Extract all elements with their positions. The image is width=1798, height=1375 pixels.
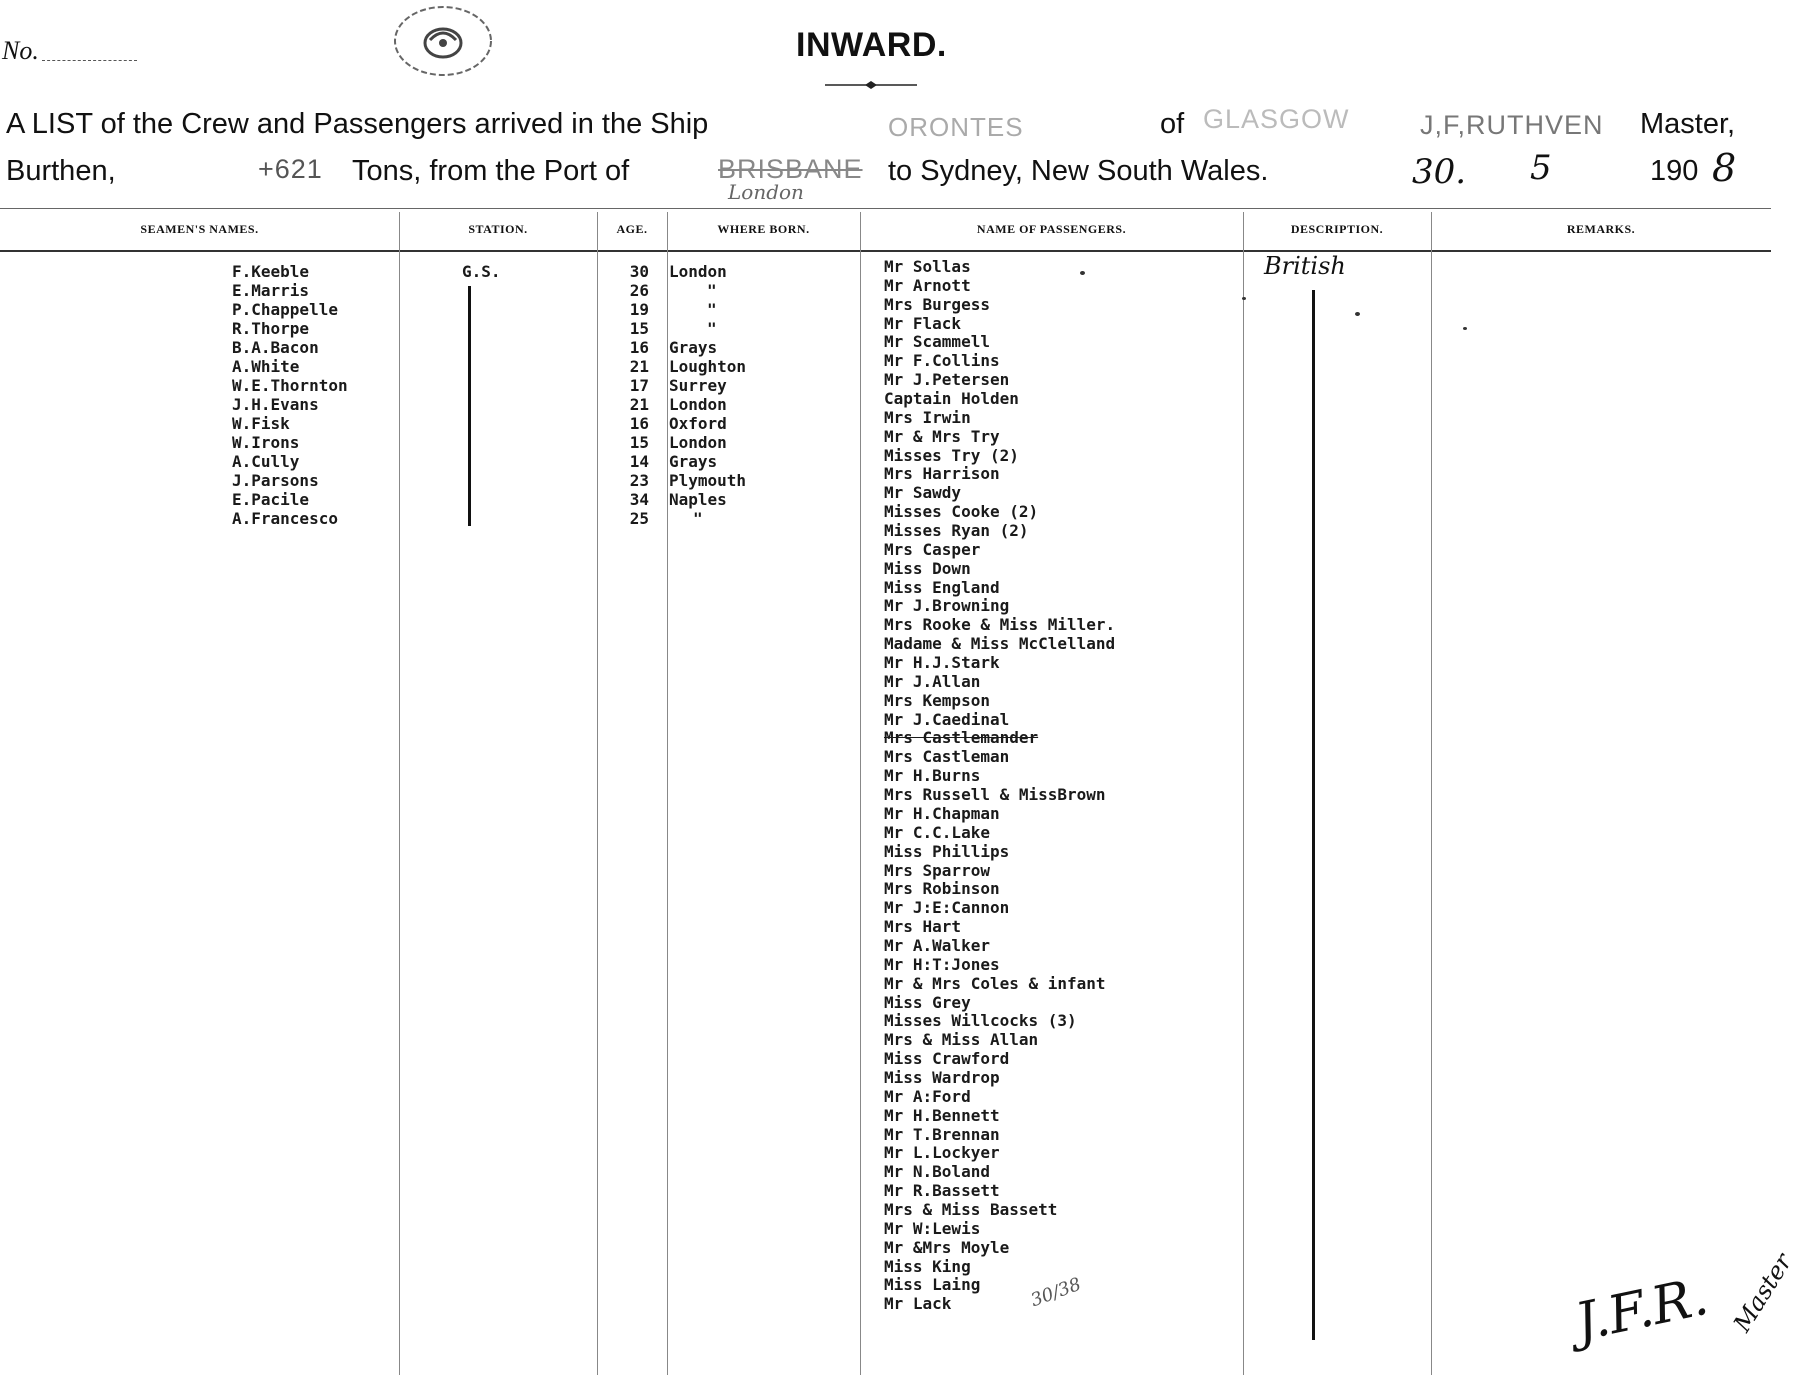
list-item: Mr L.Lockyer bbox=[884, 1143, 1000, 1163]
table-row: J.Parsons bbox=[232, 471, 319, 490]
born-cell: " bbox=[707, 281, 717, 300]
list-item: Mr H.Bennett bbox=[884, 1105, 1000, 1125]
age-cell: 16 bbox=[629, 414, 649, 433]
of-label: of bbox=[1160, 108, 1185, 140]
list-item: Mr W:Lewis bbox=[884, 1218, 981, 1238]
page-title: INWARD. bbox=[796, 26, 947, 64]
table-row: A.Francesco bbox=[232, 509, 338, 528]
list-item: Mrs Rooke & Miss Miller. bbox=[884, 615, 1116, 635]
list-item: Mr Sawdy bbox=[884, 483, 962, 503]
list-item: Mr J:E:Cannon bbox=[884, 898, 1010, 918]
born-cell: Loughton bbox=[669, 357, 747, 376]
column-divider bbox=[667, 212, 668, 1375]
table-row: E.Pacile bbox=[232, 490, 310, 509]
age-cell: 23 bbox=[629, 471, 649, 490]
list-item: Miss Wardrop bbox=[884, 1067, 1000, 1087]
ink-speck bbox=[1355, 312, 1360, 316]
age-cell: 17 bbox=[629, 376, 649, 395]
list-item: Mrs Kempson bbox=[884, 690, 990, 710]
number-label: No. bbox=[2, 36, 39, 65]
ship-name: ORONTES bbox=[888, 112, 1024, 142]
table-row: A.Cully bbox=[232, 452, 300, 471]
list-item: Mr F.Collins bbox=[884, 351, 1000, 371]
seamen-names-column bbox=[232, 262, 348, 528]
title-ornament-icon bbox=[825, 81, 917, 89]
list-item: Mr A.Walker bbox=[884, 935, 990, 955]
header-line2-prefix: Burthen, bbox=[6, 155, 116, 187]
born-cell: London bbox=[669, 395, 727, 414]
table-row: B.A.Bacon bbox=[232, 338, 319, 357]
ditto-line bbox=[468, 286, 471, 526]
from-port-handwritten: London bbox=[728, 180, 804, 204]
list-item: Mrs Harrison bbox=[884, 464, 1000, 484]
list-item: Mr H.Burns bbox=[884, 766, 981, 786]
list-item: Mrs Hart bbox=[884, 917, 962, 937]
column-header-description: DESCRIPTION. bbox=[1290, 222, 1384, 236]
list-item: Captain Holden bbox=[884, 389, 1019, 409]
age-cell: 21 bbox=[629, 357, 649, 376]
list-item: Mrs Irwin bbox=[884, 407, 971, 427]
list-item: Misses Willcocks (3) bbox=[884, 1011, 1077, 1031]
table-row: P.Chappelle bbox=[232, 300, 338, 319]
list-item: Miss Crawford bbox=[884, 1049, 1010, 1069]
list-item: Miss Down bbox=[884, 558, 971, 578]
header-line1-prefix: A LIST of the Crew and Passengers arrived in the Ship bbox=[6, 108, 709, 140]
born-cell: Oxford bbox=[669, 414, 727, 433]
handwritten-count: 30/38 bbox=[1027, 1273, 1084, 1312]
list-item: Mrs Russell & MissBrown bbox=[884, 785, 1106, 805]
list-item: Mr & Mrs Try bbox=[884, 426, 1000, 446]
table-row: R.Thorpe bbox=[232, 319, 310, 338]
list-item: Mrs Castlemander bbox=[884, 728, 1039, 748]
column-header-age: AGE. bbox=[616, 222, 648, 236]
year-prefix: 190 bbox=[1650, 155, 1699, 187]
station-column bbox=[462, 262, 501, 281]
list-item: Mr H.J.Stark bbox=[884, 653, 1000, 673]
arrival-month: 5 bbox=[1530, 148, 1552, 188]
column-header-passengers: NAME OF PASSENGERS. bbox=[976, 222, 1127, 236]
table-top-rule bbox=[0, 208, 1771, 209]
age-cell: 30 bbox=[629, 262, 649, 281]
age-cell: 16 bbox=[629, 338, 649, 357]
master-name: J,F,RUTHVEN bbox=[1420, 110, 1604, 140]
list-item: Mrs & Miss Bassett bbox=[884, 1199, 1058, 1219]
column-divider bbox=[860, 212, 861, 1375]
list-item: Mr N.Boland bbox=[884, 1162, 990, 1182]
list-item: Misses Cooke (2) bbox=[884, 502, 1039, 522]
table-row: W.E.Thornton bbox=[232, 376, 348, 395]
list-item: Mrs Burgess bbox=[884, 294, 990, 314]
list-item: Mr J.Browning bbox=[884, 596, 1010, 616]
born-cell: " bbox=[707, 319, 717, 338]
born-cell: London bbox=[669, 262, 727, 281]
ink-speck bbox=[1463, 327, 1467, 330]
age-cell: 15 bbox=[629, 433, 649, 452]
list-item: Mr T.Brennan bbox=[884, 1124, 1000, 1144]
master-label: Master, bbox=[1640, 108, 1736, 140]
from-port: BRISBANE bbox=[718, 154, 863, 184]
signature-title: Master bbox=[1728, 1248, 1798, 1337]
column-divider bbox=[1243, 212, 1244, 1375]
table-row: W.Irons bbox=[232, 433, 300, 452]
list-item: Mr H:T:Jones bbox=[884, 954, 1000, 974]
age-cell: 19 bbox=[629, 300, 649, 319]
list-item: Mr & Mrs Coles & infant bbox=[884, 973, 1106, 993]
table-row: E.Marris bbox=[232, 281, 310, 300]
home-port: GLASGOW bbox=[1203, 104, 1350, 134]
postmark-stamp-icon bbox=[388, 4, 498, 78]
ink-speck bbox=[1080, 271, 1085, 275]
list-item: Miss England bbox=[884, 577, 1000, 597]
age-column bbox=[609, 262, 649, 528]
list-item: Miss Laing bbox=[884, 1275, 981, 1295]
age-cell: 26 bbox=[629, 281, 649, 300]
list-item: Mr A:Ford bbox=[884, 1086, 971, 1106]
ink-speck bbox=[1242, 297, 1246, 300]
age-cell: 21 bbox=[629, 395, 649, 414]
description-ditto-line bbox=[1312, 290, 1315, 1340]
age-cell: 14 bbox=[629, 452, 649, 471]
list-item: Misses Ryan (2) bbox=[884, 521, 1029, 541]
list-item: Misses Try (2) bbox=[884, 445, 1019, 465]
table-row: A.White bbox=[232, 357, 300, 376]
list-item: Mrs Sparrow bbox=[884, 860, 990, 880]
list-item: Mr Scammell bbox=[884, 332, 990, 352]
station-cell: G.S. bbox=[462, 262, 501, 281]
column-header-remarks: REMARKS. bbox=[1566, 222, 1636, 236]
to-label: to Sydney, New South Wales. bbox=[888, 155, 1269, 187]
where-born-column bbox=[669, 262, 746, 528]
born-cell: Grays bbox=[669, 452, 718, 471]
column-divider bbox=[1431, 212, 1432, 1375]
column-header-station: STATION. bbox=[468, 222, 528, 236]
column-header-seamen: SEAMEN'S NAMES. bbox=[140, 222, 259, 236]
list-item: Mrs Robinson bbox=[884, 879, 1000, 899]
list-item: Mr Arnott bbox=[884, 275, 971, 295]
age-cell: 25 bbox=[629, 509, 649, 528]
list-item: Mr J.Allan bbox=[884, 671, 981, 691]
list-item: Mr J.Petersen bbox=[884, 370, 1010, 390]
born-cell: Surrey bbox=[669, 376, 727, 395]
table-row: J.H.Evans bbox=[232, 395, 319, 414]
list-item: Mr Sollas bbox=[884, 257, 971, 276]
age-cell: 34 bbox=[629, 490, 649, 509]
column-divider bbox=[399, 212, 400, 1375]
born-cell: Grays bbox=[669, 338, 718, 357]
born-cell: Plymouth bbox=[669, 471, 747, 490]
born-cell: Naples bbox=[669, 490, 727, 509]
list-item: Miss Grey bbox=[884, 992, 971, 1012]
column-header-where-born: WHERE BORN. bbox=[717, 222, 810, 236]
table-row: F.Keeble bbox=[232, 262, 310, 281]
born-cell: London bbox=[669, 433, 727, 452]
list-item: Mr C.C.Lake bbox=[884, 822, 990, 842]
list-item: Mr Flack bbox=[884, 313, 962, 333]
born-cell: " bbox=[707, 300, 717, 319]
list-item: Mr R.Bassett bbox=[884, 1181, 1000, 1201]
year-suffix: 8 bbox=[1712, 146, 1737, 190]
number-blank-line bbox=[42, 60, 137, 61]
column-divider bbox=[597, 212, 598, 1375]
list-item: Miss King bbox=[884, 1256, 971, 1276]
list-item: Mrs Casper bbox=[884, 539, 981, 559]
list-item: Mr &Mrs Moyle bbox=[884, 1237, 1010, 1257]
tons-label: Tons, from the Port of bbox=[352, 155, 630, 187]
age-cell: 15 bbox=[629, 319, 649, 338]
arrival-day: 30. bbox=[1412, 152, 1467, 192]
tonnage-value: +621 bbox=[258, 154, 323, 184]
list-item: Mrs & Miss Allan bbox=[884, 1030, 1039, 1050]
table-header-rule bbox=[0, 250, 1771, 252]
list-item: Mrs Castleman bbox=[884, 747, 1010, 767]
list-item: Mr Lack bbox=[884, 1294, 952, 1314]
list-item: Miss Phillips bbox=[884, 841, 1010, 861]
passenger-names-column bbox=[884, 258, 1115, 1314]
table-row: W.Fisk bbox=[232, 414, 290, 433]
description-handwritten: British bbox=[1264, 252, 1346, 280]
signature: J.F.R. bbox=[1570, 1266, 1714, 1354]
list-item: Mr J.Caedinal bbox=[884, 709, 1010, 729]
born-cell: " bbox=[693, 509, 703, 528]
list-item: Mr H.Chapman bbox=[884, 803, 1000, 823]
list-item: Madame & Miss McClelland bbox=[884, 634, 1116, 654]
